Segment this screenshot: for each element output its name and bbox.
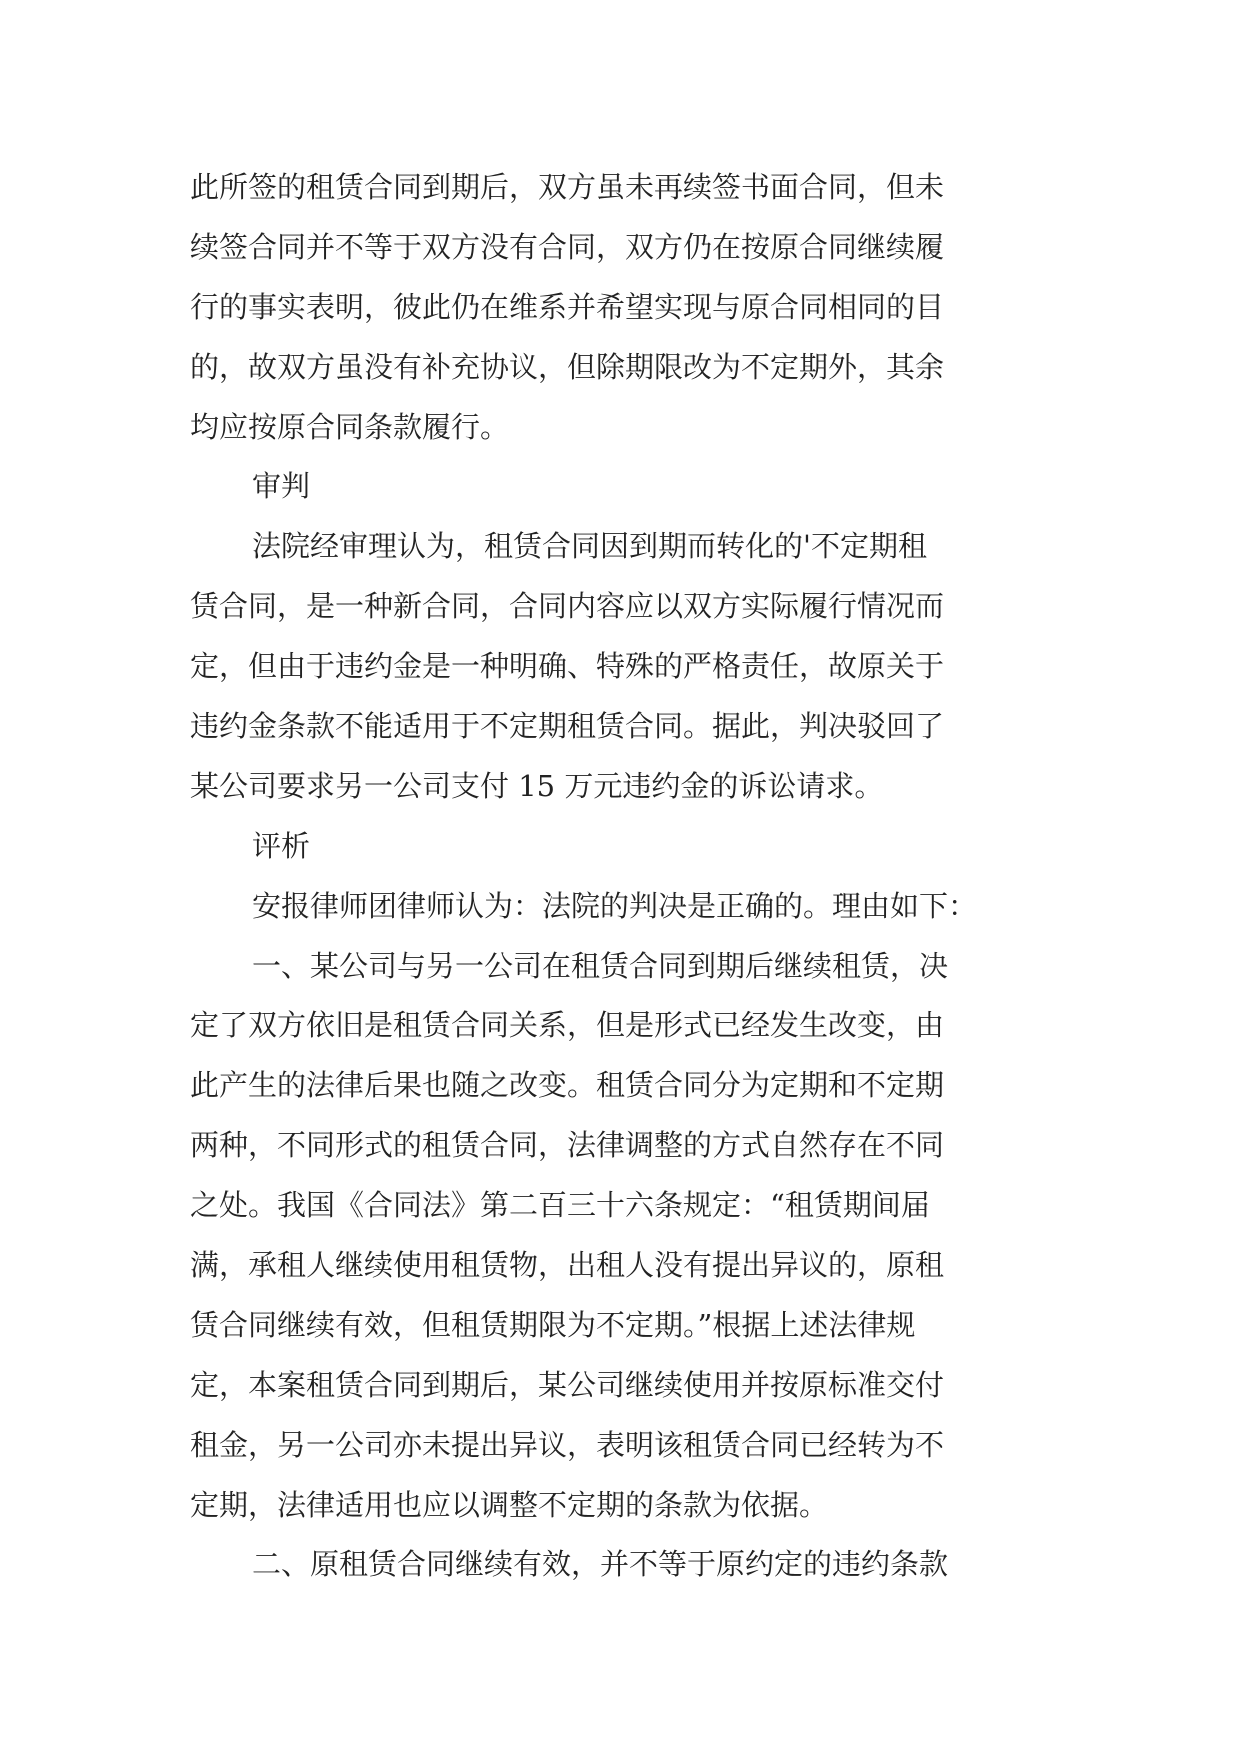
text-line: 定，本案租赁合同到期后，某公司继续使用并按原标准交付 <box>190 1368 945 1402</box>
text-line: 续签合同并不等于双方没有合同，双方仍在按原合同继续履 <box>190 230 945 264</box>
text-line: 定，但由于违约金是一种明确、特殊的严格责任，故原关于 <box>190 649 945 683</box>
text-line: 赁合同，是一种新合同，合同内容应以双方实际履行情况而 <box>190 589 945 623</box>
text-line: 此产生的法律后果也随之改变。租赁合同分为定期和不定期 <box>190 1068 945 1102</box>
section-heading-analysis: 评析 <box>252 829 311 863</box>
text-line: 法院经审理认为，租赁合同因到期而转化的'不定期租 <box>252 529 927 563</box>
text-line: 的，故双方虽没有补充协议，但除期限改为不定期外，其余 <box>190 350 945 384</box>
text-line: 行的事实表明，彼此仍在维系并希望实现与原合同相同的目 <box>190 290 945 324</box>
text-line: 定期，法律适用也应以调整不定期的条款为依据。 <box>190 1488 829 1522</box>
text-line: 安报律师团律师认为：法院的判决是正确的。理由如下： <box>252 889 978 923</box>
text-line: 二、原租赁合同继续有效，并不等于原约定的违约条款 <box>252 1547 949 1581</box>
text-line: 之处。我国《合同法》第二百三十六条规定：“租赁期间届 <box>190 1188 930 1222</box>
text-line: 一、某公司与另一公司在租赁合同到期后继续租赁，决 <box>252 949 949 983</box>
text-line: 赁合同继续有效，但租赁期限为不定期。”根据上述法律规 <box>190 1308 916 1342</box>
text-line: 违约金条款不能适用于不定期租赁合同。据此，判决驳回了 <box>190 709 945 743</box>
text-line: 两种，不同形式的租赁合同，法律调整的方式自然存在不同 <box>190 1128 945 1162</box>
text-line: 此所签的租赁合同到期后，双方虽未再续签书面合同，但未 <box>190 170 945 204</box>
text-line: 租金，另一公司亦未提出异议，表明该租赁合同已经转为不 <box>190 1428 945 1462</box>
section-heading-trial: 审判 <box>252 469 311 503</box>
text-line: 均应按原合同条款履行。 <box>190 410 510 444</box>
text-line: 满，承租人继续使用租赁物，出租人没有提出异议的，原租 <box>190 1248 945 1282</box>
text-line: 定了双方依旧是租赁合同关系，但是形式已经发生改变，由 <box>190 1008 945 1042</box>
text-line: 某公司要求另一公司支付 15 万元违约金的诉讼请求。 <box>190 769 884 803</box>
